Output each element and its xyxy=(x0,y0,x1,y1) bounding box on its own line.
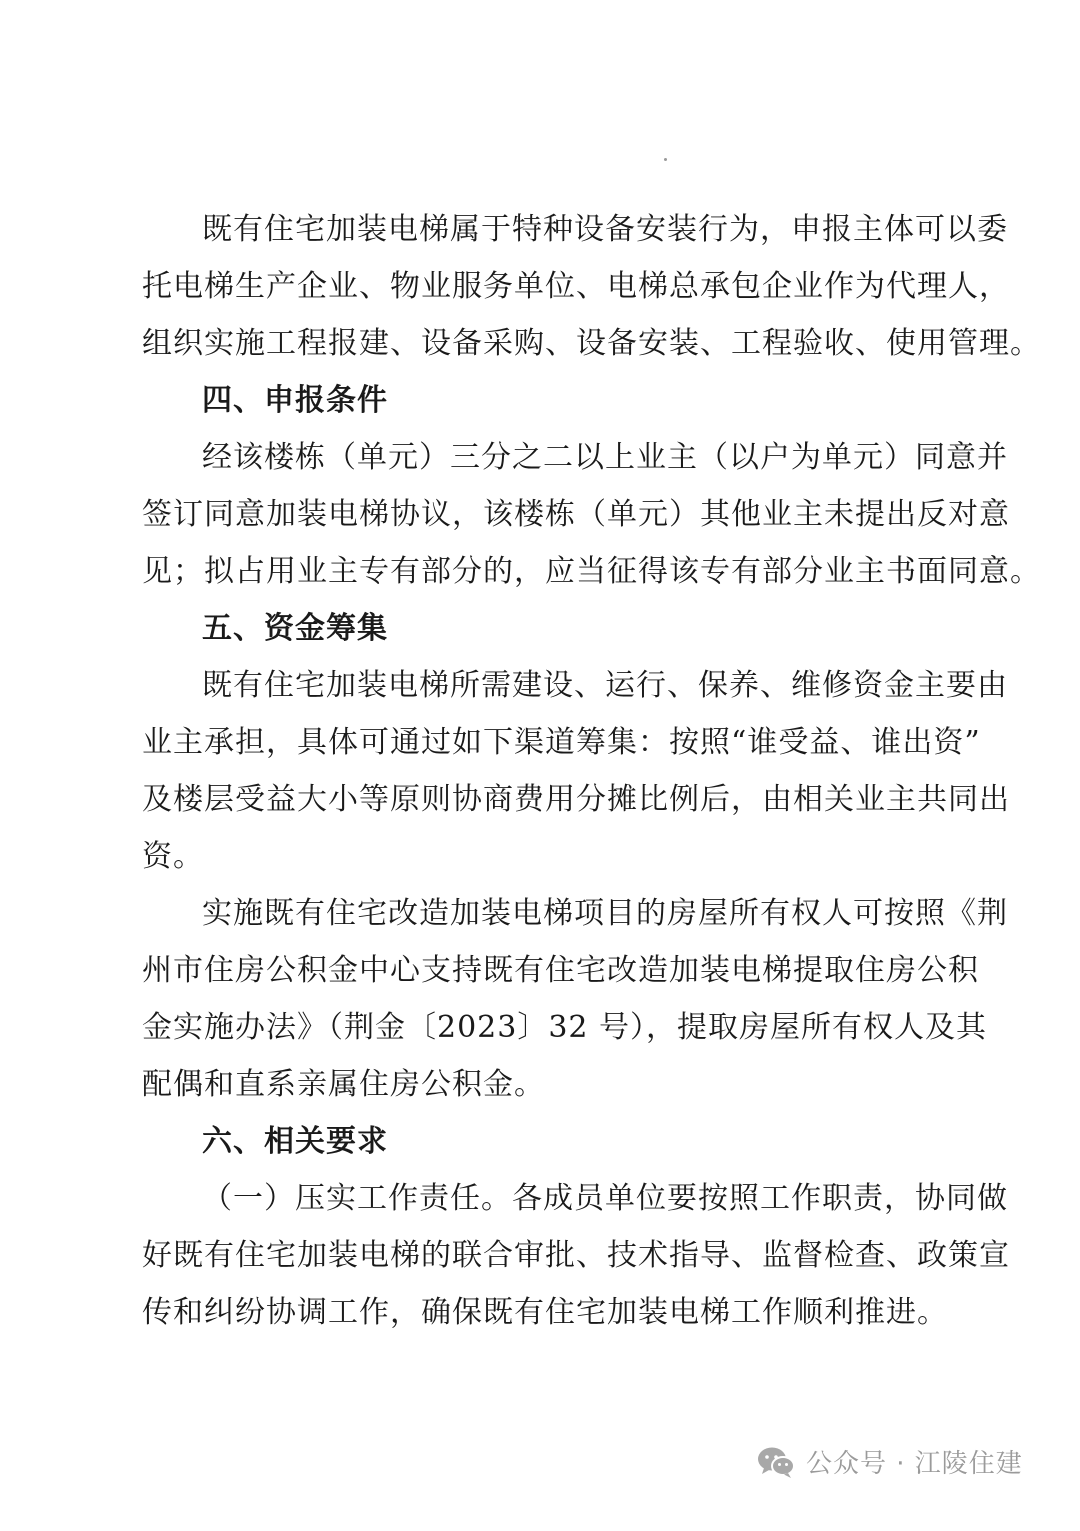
text-line: 既有住宅加装电梯属于特种设备安装行为，申报主体可以委 xyxy=(202,212,1008,247)
text-line: 好既有住宅加装电梯的联合审批、技术指导、监督检查、政策宣 xyxy=(142,1238,1010,1273)
text-line: 业主承担，具体可通过如下渠道筹集：按照“谁受益、谁出资” xyxy=(142,725,981,760)
text-line: 金实施办法》（荆金〔2023〕32 号），提取房屋所有权人及其 xyxy=(142,1010,988,1045)
paragraph-agent-entrustment xyxy=(142,201,1041,372)
section-heading-6: 六、相关要求 xyxy=(202,1124,388,1159)
wechat-icon xyxy=(756,1445,796,1479)
scan-speck xyxy=(664,158,667,161)
text-line: 及楼层受益大小等原则协商费用分摊比例后，由相关业主共同出 xyxy=(142,782,1010,817)
paragraph-housing-fund xyxy=(142,885,1008,1113)
paragraph-fund-raising xyxy=(142,657,1010,885)
text-line: 配偶和直系亲属住房公积金。 xyxy=(142,1067,545,1102)
watermark xyxy=(756,1443,1023,1480)
text-line: 托电梯生产企业、物业服务单位、电梯总承包企业作为代理人， xyxy=(142,269,1010,304)
text-line: 实施既有住宅改造加装电梯项目的房屋所有权人可按照《荆 xyxy=(202,896,1008,931)
text-line: 签订同意加装电梯协议，该楼栋（单元）其他业主未提出反对意 xyxy=(142,497,1010,532)
text-line: （一）压实工作责任。各成员单位要按照工作职责，协同做 xyxy=(202,1181,1008,1216)
text-line: 州市住房公积金中心支持既有住宅改造加装电梯提取住房公积 xyxy=(142,953,979,988)
text-line: 资。 xyxy=(142,839,204,874)
document-body xyxy=(142,201,1041,1341)
text-line: 见；拟占用业主专有部分的，应当征得该专有部分业主书面同意。 xyxy=(142,554,1041,589)
watermark-text: 公众号 · 江陵住建 xyxy=(806,1449,1023,1479)
text-line: 组织实施工程报建、设备采购、设备安装、工程验收、使用管理。 xyxy=(142,326,1041,361)
text-line: 传和纠纷协调工作，确保既有住宅加装电梯工作顺利推进。 xyxy=(142,1295,948,1330)
text-line: 既有住宅加装电梯所需建设、运行、保养、维修资金主要由 xyxy=(202,668,1008,703)
text-line: 经该楼栋（单元）三分之二以上业主（以户为单元）同意并 xyxy=(202,440,1008,475)
section-heading-4: 四、申报条件 xyxy=(202,383,388,418)
paragraph-responsibilities xyxy=(142,1170,1010,1341)
paragraph-application-conditions xyxy=(142,429,1041,600)
section-heading-5: 五、资金筹集 xyxy=(202,611,388,646)
